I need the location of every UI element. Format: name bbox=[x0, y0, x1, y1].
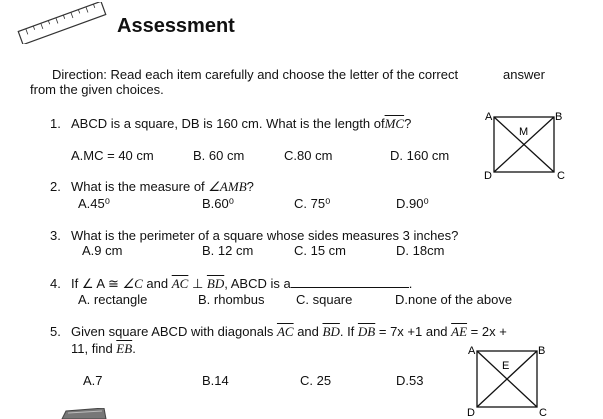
question-3-choice-d: D. 18cm bbox=[396, 243, 445, 258]
question-5-number: 5. bbox=[50, 324, 61, 339]
question-2-number: 2. bbox=[50, 179, 61, 194]
question-5-line-2: 11, find $\overline{EB}$. bbox=[71, 341, 136, 356]
question-1-choice-b: B. 60 cm bbox=[193, 148, 245, 163]
answer-blank bbox=[291, 276, 409, 288]
figure-2-label-e: E bbox=[502, 360, 510, 372]
figure-1-label-m: M bbox=[519, 126, 529, 138]
question-2-choice-d: D.90⁰ bbox=[396, 196, 429, 211]
question-5-choice-d: D.53 bbox=[396, 373, 424, 388]
figure-1-label-a: A bbox=[485, 111, 493, 123]
figure-1-label-c: C bbox=[557, 170, 565, 182]
question-4-choice-d: D.none of the above bbox=[395, 292, 513, 307]
question-4-choice-c: C. square bbox=[296, 292, 353, 307]
question-1-choice-a: A.MC = 40 cm bbox=[71, 148, 154, 163]
square-figure-2 bbox=[465, 342, 555, 419]
question-3-number: 3. bbox=[50, 228, 61, 243]
question-3-choice-b: B. 12 cm bbox=[202, 243, 254, 258]
question-3-text: What is the perimeter of a square whose sides measures 3 inches? bbox=[71, 228, 459, 243]
question-4-choice-a: A. rectangle bbox=[78, 292, 148, 307]
ruler-icon bbox=[14, 2, 110, 44]
figure-2-label-c: C bbox=[539, 407, 547, 419]
question-2-choice-c: C. 75⁰ bbox=[294, 196, 331, 211]
figure-2-label-a: A bbox=[468, 345, 476, 357]
question-2-text: What is the measure of ∠AMB? bbox=[71, 179, 254, 194]
question-4-text: If ∠ A ≅ ∠C and $\overline{AC}$ ⊥ $\overline{BD}$, ABCD is a . bbox=[71, 276, 413, 291]
question-3-choice-a: A.9 cm bbox=[82, 243, 123, 258]
question-3-choice-c: C. 15 cm bbox=[294, 243, 347, 258]
question-1-text: ABCD is a square, DB is 160 cm. What is the length $of\overline{MC}$? bbox=[71, 116, 412, 131]
question-1-choice-d: D. 160 cm bbox=[390, 148, 450, 163]
question-2-choice-a: A.45⁰ bbox=[78, 196, 110, 211]
figure-2-label-b: B bbox=[538, 345, 546, 357]
figure-1-label-b: B bbox=[555, 111, 563, 123]
question-1-number: 1. bbox=[50, 116, 61, 131]
question-4-choice-b: B. rhombus bbox=[198, 292, 265, 307]
question-5-choice-a: A.7 bbox=[83, 373, 103, 388]
question-1-choice-c: C.80 cm bbox=[284, 148, 333, 163]
direction-line-1: Direction: Read each item carefully and choose the letter of the correct bbox=[52, 67, 459, 82]
figure-2-label-d: D bbox=[467, 407, 475, 419]
book-icon bbox=[60, 408, 110, 419]
question-4-number: 4. bbox=[50, 276, 61, 291]
page-title: Assessment bbox=[117, 15, 235, 37]
square-figure-1 bbox=[482, 108, 572, 182]
question-5-choice-c: C. 25 bbox=[300, 373, 332, 388]
direction-line-1-end: answer bbox=[503, 67, 545, 82]
direction-line-2: from the given choices. bbox=[30, 82, 164, 97]
figure-1-label-d: D bbox=[484, 170, 492, 182]
question-5-choice-b: B.14 bbox=[202, 373, 229, 388]
question-2-choice-b: B.60⁰ bbox=[202, 196, 234, 211]
question-5-line-1: Given square ABCD with diagonals $\overline{AC}$ and $\overline{BD}$. If $\overline{DB} = 7x +1$ and $\overline{AE} = 2x$ + bbox=[71, 324, 507, 339]
